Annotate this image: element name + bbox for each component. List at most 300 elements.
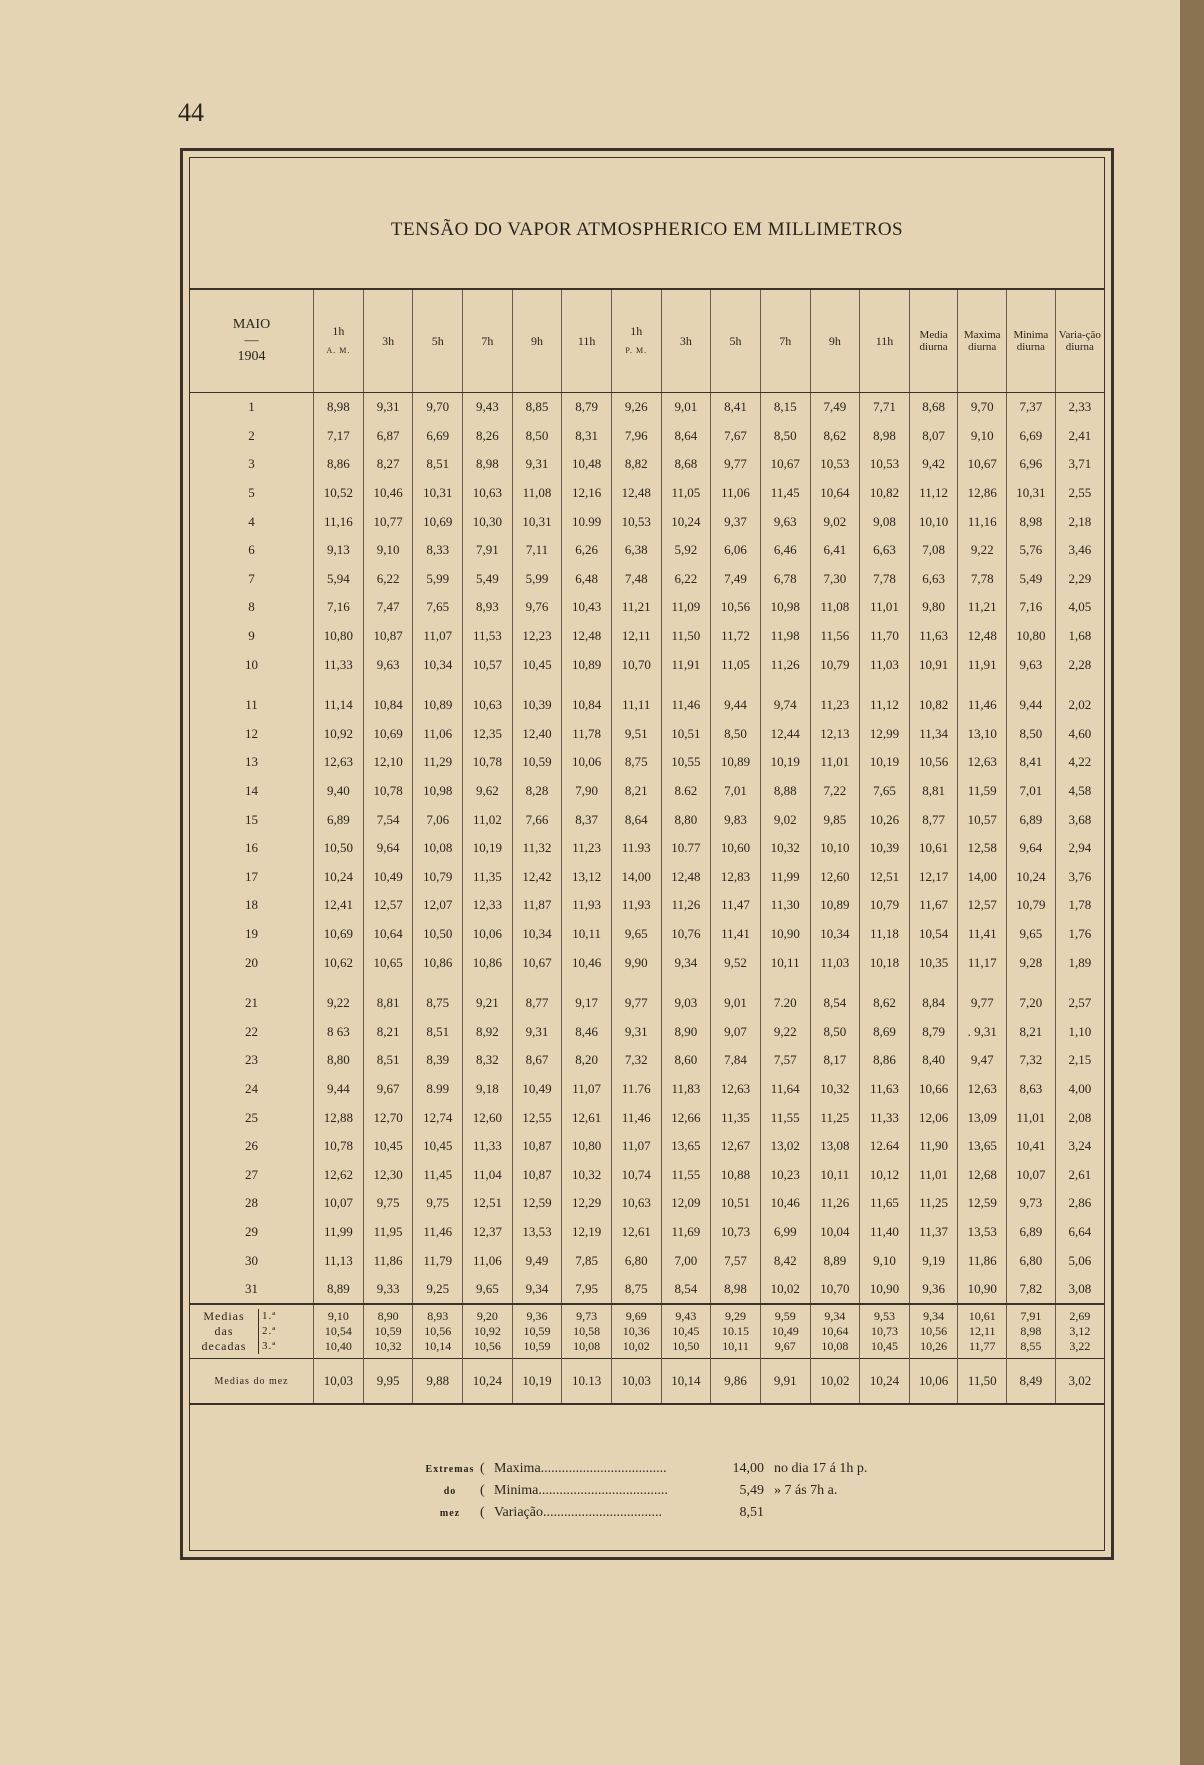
table-cell: 10,46 (760, 1189, 810, 1218)
table-cell: 13,09 (958, 1103, 1007, 1132)
table-cell: 7,57 (711, 1246, 761, 1275)
table-cell: 7,71 (860, 393, 910, 422)
table-cell: 10,34 (810, 920, 860, 949)
table-cell: 11,08 (512, 479, 562, 508)
table-cell: 10,11 (760, 948, 810, 977)
table-cell: 1,10 (1055, 1017, 1104, 1046)
stat-header: Minima diurna (1007, 290, 1056, 393)
table-cell: 4,58 (1055, 777, 1104, 806)
table-cell: 7,90 (562, 777, 612, 806)
table-cell: 11,06 (711, 479, 761, 508)
table-cell: 12,61 (562, 1103, 612, 1132)
extreme-label: do (443, 1485, 457, 1497)
table-cell: 8,50 (512, 422, 562, 451)
table-cell: 7,08 (909, 536, 958, 565)
table-cell: 8,77 (909, 805, 958, 834)
table-cell: 9,33 (363, 1275, 413, 1305)
table-cell: 7,57 (760, 1046, 810, 1075)
table-cell: 11,13 (314, 1246, 364, 1275)
table-cell: 6,69 (413, 422, 463, 451)
hour-header: 3h (363, 290, 413, 393)
table-cell: 5,99 (512, 565, 562, 594)
table-cell: 10,79 (810, 650, 860, 679)
day-number: 8 (248, 599, 255, 615)
table-cell: 9,02 (760, 805, 810, 834)
table-cell: 10,24 (314, 863, 364, 892)
table-cell: 2,29 (1055, 565, 1104, 594)
table-cell: 9,31 (363, 393, 413, 422)
extreme-value: 5,49 (739, 1483, 764, 1498)
table-cell: 7,30 (810, 565, 860, 594)
table-cell: 7,16 (314, 593, 364, 622)
table-cell: . 9,31 (958, 1017, 1007, 1046)
table-cell: 10,57 (958, 805, 1007, 834)
table-cell: 11,46 (661, 691, 711, 720)
table-cell: 11,23 (562, 834, 612, 863)
table-cell: 12,63 (314, 748, 364, 777)
table-cell: 9,26 (611, 393, 661, 422)
table-cell: 10,64 (810, 479, 860, 508)
table-frame (180, 148, 1114, 1560)
table-cell: 7.20 (760, 989, 810, 1018)
table-cell: 11,45 (413, 1160, 463, 1189)
table-cell: 9,31 (512, 450, 562, 479)
table-cell: 9,90 (611, 948, 661, 977)
table-cell: 8,86 (860, 1046, 910, 1075)
table-cell: 11.76 (611, 1075, 661, 1104)
table-cell: 10,86 (413, 948, 463, 977)
day-number: 9 (248, 628, 255, 644)
table-cell: 7,96 (611, 422, 661, 451)
table-cell: 9,07 (711, 1017, 761, 1046)
table-cell: 10,69 (363, 720, 413, 749)
table-cell: 12,07 (413, 891, 463, 920)
table-cell: 7,16 (1007, 593, 1056, 622)
table-cell: 10,52 (314, 479, 364, 508)
table-cell: 11,01 (810, 748, 860, 777)
table-cell: 12,19 (562, 1218, 612, 1247)
table-cell: 6,48 (562, 565, 612, 594)
table-cell: 6,96 (1007, 450, 1056, 479)
table-cell: 11,55 (661, 1160, 711, 1189)
day-number: 27 (245, 1166, 259, 1182)
table-cell: 9,64 (1007, 834, 1056, 863)
month-mean-cell: 10,02 (810, 1359, 860, 1405)
table-cell: 12,51 (860, 863, 910, 892)
table-cell: 2,33 (1055, 393, 1104, 422)
table-cell: 10,49 (363, 863, 413, 892)
table-cell: 11,91 (958, 650, 1007, 679)
extreme-note: no dia 17 á 1h p. (774, 1461, 868, 1476)
table-row (190, 450, 1104, 479)
table-cell: 14,00 (958, 863, 1007, 892)
table-cell: 2,41 (1055, 422, 1104, 451)
table-cell: 9,25 (413, 1275, 463, 1305)
day-number: 24 (245, 1080, 259, 1096)
table-cell: 8,21 (611, 777, 661, 806)
table-cell: 12,30 (363, 1160, 413, 1189)
table-row (190, 1246, 1104, 1275)
table-cell: 11,12 (909, 479, 958, 508)
table-cell: 12,41 (314, 891, 364, 920)
table-cell: 1,78 (1055, 891, 1104, 920)
table-cell: 11,34 (909, 720, 958, 749)
day-number: 28 (245, 1195, 259, 1211)
table-cell: 10,87 (363, 622, 413, 651)
table-cell: 7,65 (413, 593, 463, 622)
table-cell: 10,43 (562, 593, 612, 622)
table-cell: 11,16 (314, 507, 364, 536)
table-cell: 8,17 (810, 1046, 860, 1075)
table-cell: 8,20 (562, 1046, 612, 1075)
month-mean-cell: 9,91 (760, 1359, 810, 1405)
month-dash: — (244, 333, 259, 348)
day-number: 5 (248, 485, 255, 501)
table-cell: 11,37 (909, 1218, 958, 1247)
table-cell: 11,09 (661, 593, 711, 622)
table-cell: 8,64 (611, 805, 661, 834)
extreme-name: Variação.................................. (494, 1505, 662, 1520)
table-cell: 8,86 (314, 450, 364, 479)
table-cell: 11,64 (760, 1075, 810, 1104)
decade-cell: 9,20 10,92 10,56 (463, 1304, 513, 1359)
table-cell: 10,65 (363, 948, 413, 977)
table-cell: 8,81 (363, 989, 413, 1018)
table-cell: 8,75 (413, 989, 463, 1018)
table-cell: 10,78 (363, 777, 413, 806)
table-cell: 9,65 (611, 920, 661, 949)
table-cell: 3,46 (1055, 536, 1104, 565)
table-cell: 12,48 (611, 479, 661, 508)
table-cell: 6,26 (562, 536, 612, 565)
table-cell: 12,68 (958, 1160, 1007, 1189)
table-cell: 8,31 (562, 422, 612, 451)
table-cell: 10,73 (711, 1218, 761, 1247)
table-cell: 11,65 (860, 1189, 910, 1218)
table-cell: 10,39 (860, 834, 910, 863)
table-cell: 9,03 (661, 989, 711, 1018)
table-cell: 8,98 (711, 1275, 761, 1305)
table-cell: 9,40 (314, 777, 364, 806)
table-cell: 11,06 (463, 1246, 513, 1275)
page-title: TENSÃO DO VAPOR ATMOSPHERICO EM MILLIMETROS (390, 219, 904, 240)
table-row (190, 1160, 1104, 1189)
hour-header: 5h (413, 290, 463, 393)
table-cell: 11,50 (661, 622, 711, 651)
table-cell: 11,01 (1007, 1103, 1056, 1132)
table-cell: 12,61 (611, 1218, 661, 1247)
table-cell: 10,31 (512, 507, 562, 536)
table-cell: 9,80 (909, 593, 958, 622)
table-cell: 10,63 (463, 691, 513, 720)
table-cell: 10,48 (562, 450, 612, 479)
hour-header: 7h (760, 290, 810, 393)
table-cell: 7,01 (711, 777, 761, 806)
table-cell: 8,41 (711, 393, 761, 422)
table-cell: 11,46 (611, 1103, 661, 1132)
table-cell: 10.77 (661, 834, 711, 863)
table-cell: 6,06 (711, 536, 761, 565)
table-cell: 8,98 (860, 422, 910, 451)
table-cell: 11,56 (810, 622, 860, 651)
month-mean-cell: 10,19 (512, 1359, 562, 1405)
table-cell: 11,29 (413, 748, 463, 777)
table-cell: 10,76 (661, 920, 711, 949)
table-cell: 11,07 (413, 622, 463, 651)
table-row (190, 920, 1104, 949)
decade-cell: 9,73 10,58 10,08 (562, 1304, 612, 1359)
table-cell: 7,91 (463, 536, 513, 565)
table-cell: 9,19 (909, 1246, 958, 1275)
table-cell: 7,78 (860, 565, 910, 594)
table-row (190, 507, 1104, 536)
table-cell: 8,15 (760, 393, 810, 422)
table-cell: 10,32 (760, 834, 810, 863)
month-mean-cell: 9,88 (413, 1359, 463, 1405)
table-cell: 12,63 (711, 1075, 761, 1104)
table-cell: 10,51 (711, 1189, 761, 1218)
table-cell: 2,28 (1055, 650, 1104, 679)
table-cell: 8,54 (661, 1275, 711, 1305)
table-cell: 10,39 (512, 691, 562, 720)
table-cell: 2,86 (1055, 1189, 1104, 1218)
table-cell: 12,16 (562, 479, 612, 508)
table-cell: 8,50 (711, 720, 761, 749)
table-cell: 11,59 (958, 777, 1007, 806)
table-cell: 11,26 (760, 650, 810, 679)
table-cell: 11,69 (661, 1218, 711, 1247)
month-mean-cell: 10,24 (860, 1359, 910, 1405)
table-cell: 10,80 (1007, 622, 1056, 651)
table-cell: 2,94 (1055, 834, 1104, 863)
table-cell: 10,74 (611, 1160, 661, 1189)
extreme-label: mez (439, 1507, 461, 1519)
table-cell: 8,80 (661, 805, 711, 834)
table-cell: 11,45 (760, 479, 810, 508)
table-cell: 10,50 (314, 834, 364, 863)
table-cell: 8,79 (562, 393, 612, 422)
table-cell: 10,23 (760, 1160, 810, 1189)
table-cell: 9,02 (810, 507, 860, 536)
table-cell: 6,89 (314, 805, 364, 834)
table-cell: 10,56 (909, 748, 958, 777)
table-cell: 9,62 (463, 777, 513, 806)
table-cell: 12,55 (512, 1103, 562, 1132)
day-number: 12 (245, 725, 259, 741)
hour-header: 11h (562, 290, 612, 393)
table-cell: 6,63 (909, 565, 958, 594)
table-cell: 11,90 (909, 1132, 958, 1161)
month-mean-cell: 9,95 (363, 1359, 413, 1405)
table-cell: 11,47 (711, 891, 761, 920)
table-cell: 11,01 (909, 1160, 958, 1189)
table-cell: 10,89 (562, 650, 612, 679)
table-cell: 10,56 (711, 593, 761, 622)
table-cell: 8,21 (1007, 1017, 1056, 1046)
table-cell: 11,06 (413, 720, 463, 749)
table-cell: 8,98 (463, 450, 513, 479)
table-cell: 10,06 (562, 748, 612, 777)
table-cell: 11,67 (909, 891, 958, 920)
table-cell: 8,62 (810, 422, 860, 451)
table-row (190, 422, 1104, 451)
table-cell: 10,84 (363, 691, 413, 720)
table-row (190, 691, 1104, 720)
table-cell: 11,18 (860, 920, 910, 949)
table-cell: 8,37 (562, 805, 612, 834)
table-cell: 2,02 (1055, 691, 1104, 720)
table-cell: 8.62 (661, 777, 711, 806)
table-cell: 11,95 (363, 1218, 413, 1247)
table-row (190, 479, 1104, 508)
table-cell: 6,69 (1007, 422, 1056, 451)
table-cell: 10,30 (463, 507, 513, 536)
table-cell: 6,99 (760, 1218, 810, 1247)
daily-rows (190, 393, 1104, 1305)
table-cell: 7,49 (810, 393, 860, 422)
table-cell: 12,57 (363, 891, 413, 920)
table-cell: 12,66 (661, 1103, 711, 1132)
table-cell: 9,36 (909, 1275, 958, 1305)
table-cell: 2,55 (1055, 479, 1104, 508)
table-cell: 11,08 (810, 593, 860, 622)
day-number: 14 (245, 783, 259, 799)
day-number: 4 (248, 513, 255, 529)
table-cell: 11,41 (711, 920, 761, 949)
table-cell: 8,42 (760, 1246, 810, 1275)
table-row (190, 1075, 1104, 1104)
day-number: 16 (245, 840, 259, 856)
table-cell: 10,80 (562, 1132, 612, 1161)
table-cell: 7,95 (562, 1275, 612, 1305)
table-cell: 9,77 (711, 450, 761, 479)
table-cell: 5,94 (314, 565, 364, 594)
table-cell: 11,98 (760, 622, 810, 651)
month-mean-cell: 10.13 (562, 1359, 612, 1405)
table-cell: 10,69 (314, 920, 364, 949)
day-number: 18 (245, 897, 259, 913)
table-cell: 11,25 (909, 1189, 958, 1218)
table-cell: 12,62 (314, 1160, 364, 1189)
month-means-row (190, 1359, 1104, 1405)
table-cell: 6,22 (661, 565, 711, 594)
table-cell: 9,10 (363, 536, 413, 565)
table-cell: 13,02 (760, 1132, 810, 1161)
table-cell: 7,37 (1007, 393, 1056, 422)
table-cell: 10,91 (909, 650, 958, 679)
table-row (190, 1218, 1104, 1247)
table-cell: 9,01 (711, 989, 761, 1018)
table-cell: 7,85 (562, 1246, 612, 1275)
table-row (190, 989, 1104, 1018)
table-cell: 8,81 (909, 777, 958, 806)
table-cell: 13,65 (661, 1132, 711, 1161)
table-cell: 10,60 (711, 834, 761, 863)
table-cell: 11,02 (463, 805, 513, 834)
table-cell: 9,51 (611, 720, 661, 749)
table-cell: 9,22 (314, 989, 364, 1018)
table-cell: 10,69 (413, 507, 463, 536)
table-cell: 10,45 (512, 650, 562, 679)
table-cell: 9,85 (810, 805, 860, 834)
table-cell: 10,24 (661, 507, 711, 536)
table-cell: 11,01 (860, 593, 910, 622)
table-cell: 11,25 (810, 1103, 860, 1132)
table-cell: 9,76 (512, 593, 562, 622)
decade-cell: 7,91 8,98 8,55 (1007, 1304, 1056, 1359)
day-number: 19 (245, 925, 259, 941)
table-cell: 8,98 (314, 393, 364, 422)
table-cell: 9,65 (1007, 920, 1056, 949)
table-cell: 8,67 (512, 1046, 562, 1075)
decade-cell: 9,34 10,56 10,26 (909, 1304, 958, 1359)
table-cell: 8,27 (363, 450, 413, 479)
table-cell: 12,40 (512, 720, 562, 749)
table-cell: 13,12 (562, 863, 612, 892)
table-cell: 7,22 (810, 777, 860, 806)
table-cell: 10,82 (860, 479, 910, 508)
table-cell: 12,59 (958, 1189, 1007, 1218)
extreme-value: 14,00 (732, 1461, 764, 1476)
month-label: MAIO (232, 317, 271, 332)
table-cell: 8,07 (909, 422, 958, 451)
table-cell: 11,32 (512, 834, 562, 863)
table-cell: 9,63 (760, 507, 810, 536)
table-cell: 8,50 (810, 1017, 860, 1046)
table-cell: 13,53 (958, 1218, 1007, 1247)
page-number: 44 (178, 98, 204, 127)
table-cell: 10,07 (314, 1189, 364, 1218)
table-row (190, 536, 1104, 565)
day-number: 10 (245, 656, 259, 672)
table-cell: 10,34 (413, 650, 463, 679)
table-cell: 10,46 (562, 948, 612, 977)
table-cell: 6,80 (1007, 1246, 1056, 1275)
table-cell: 8,40 (909, 1046, 958, 1075)
table-cell: 7,47 (363, 593, 413, 622)
table-cell: 9,37 (711, 507, 761, 536)
decade-label: Medias das decadas1.ª 2.ª 3.ª (190, 1304, 314, 1359)
table-cell: 8,50 (1007, 720, 1056, 749)
table-cell: 7,32 (611, 1046, 661, 1075)
table-cell: 9,28 (1007, 948, 1056, 977)
table-cell: 10,24 (1007, 863, 1056, 892)
table-cell: 12,06 (909, 1103, 958, 1132)
table-cell: 3,08 (1055, 1275, 1104, 1305)
table-cell: 12,70 (363, 1103, 413, 1132)
table-cell: 10,08 (413, 834, 463, 863)
day-number: 7 (248, 570, 255, 586)
table-cell: 9,31 (611, 1017, 661, 1046)
month-mean-cell: 10,06 (909, 1359, 958, 1405)
table-cell: 10,57 (463, 650, 513, 679)
table-cell: 12,60 (810, 863, 860, 892)
table-cell: 11,53 (463, 622, 513, 651)
table-cell: 8,69 (860, 1017, 910, 1046)
table-cell: 11,63 (860, 1075, 910, 1104)
table-cell: 10,55 (661, 748, 711, 777)
table-cell: 8,63 (1007, 1075, 1056, 1104)
table-cell: 7,48 (611, 565, 661, 594)
table-cell: 12,63 (958, 1075, 1007, 1104)
extreme-name: Maxima.................................... (494, 1461, 667, 1476)
table-cell: 7,82 (1007, 1275, 1056, 1305)
table-cell: 10,90 (860, 1275, 910, 1305)
table-cell: 2,61 (1055, 1160, 1104, 1189)
table-cell: 11,78 (562, 720, 612, 749)
table-cell: 3,24 (1055, 1132, 1104, 1161)
table-row (190, 1046, 1104, 1075)
